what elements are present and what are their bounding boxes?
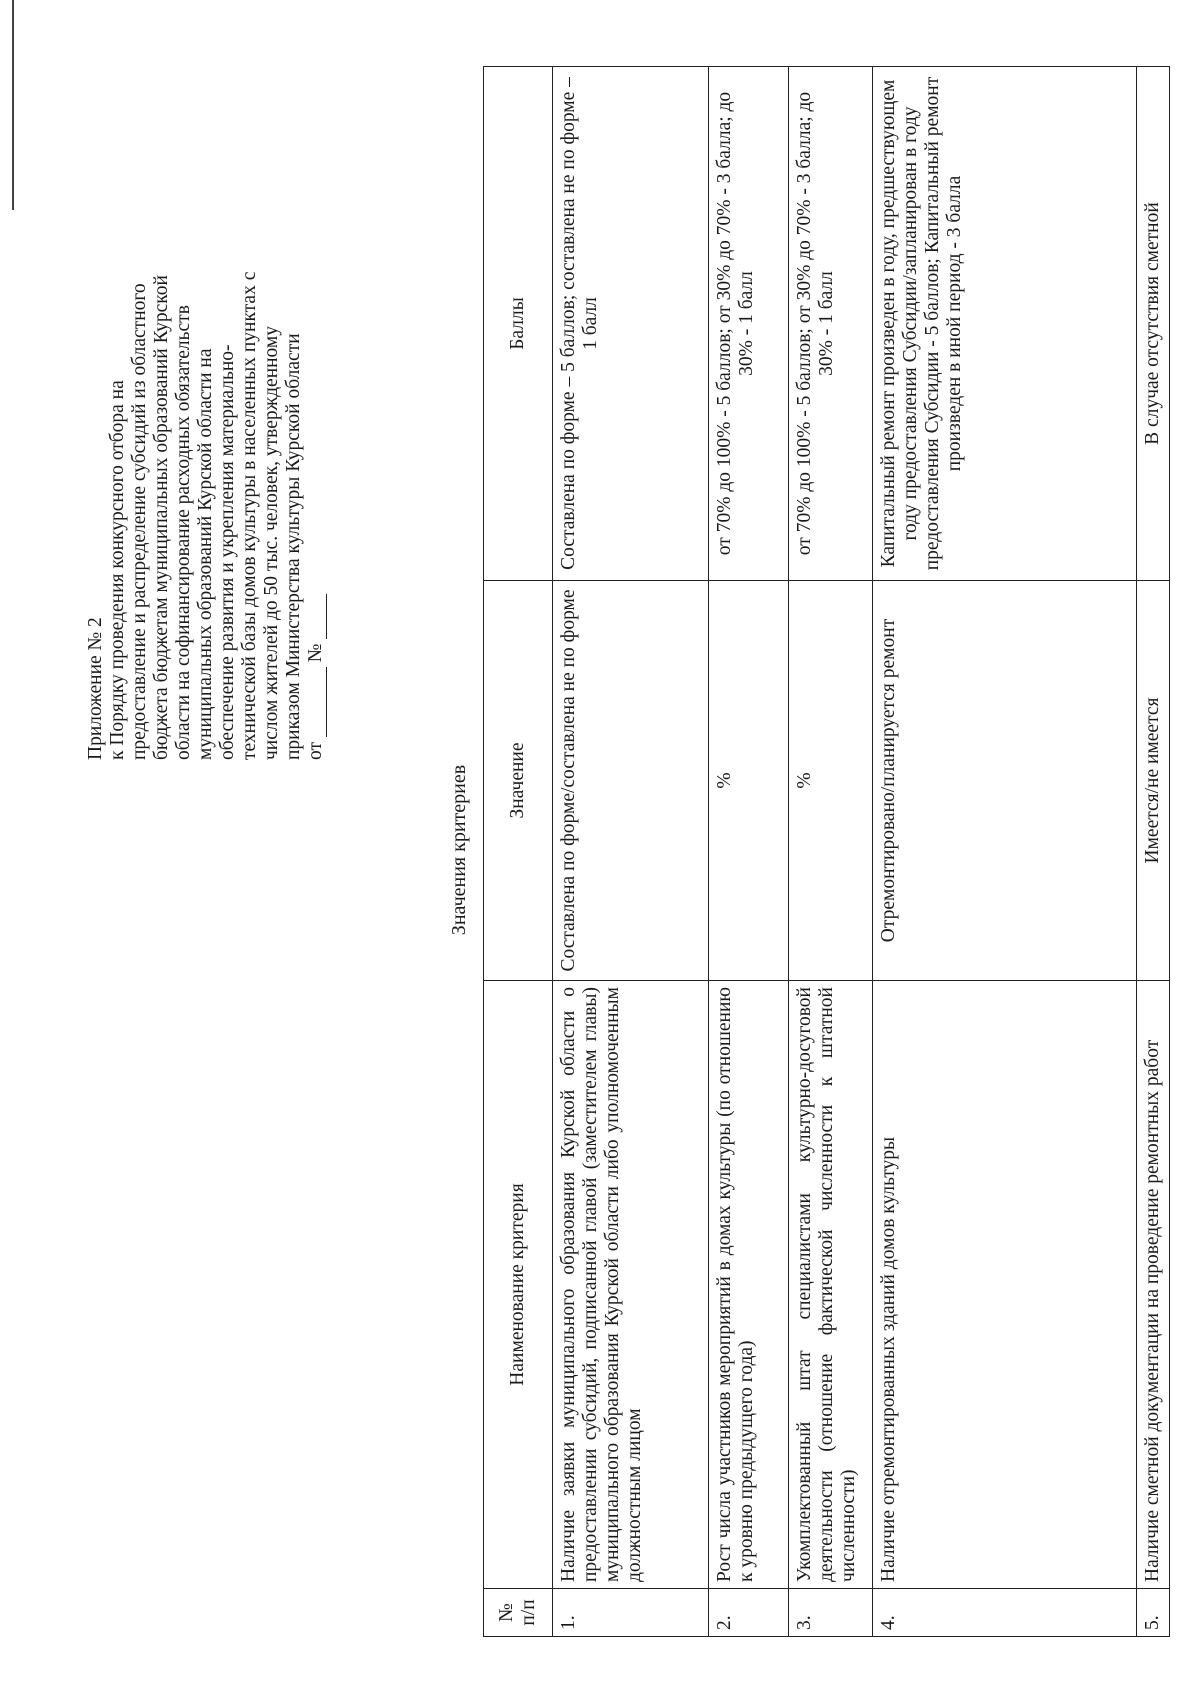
row-number: 1. xyxy=(553,1589,709,1637)
criterion-points: В случае отсутствия сметной xyxy=(1137,67,1170,581)
number-blank xyxy=(310,594,327,639)
page-title: Значения критериев xyxy=(448,764,470,936)
header-line: технической базы домов культуры в населенных пунктах с xyxy=(239,271,260,760)
margin-line xyxy=(12,0,14,210)
column-header-points: Баллы xyxy=(484,67,553,581)
row-number: 3. xyxy=(789,1589,873,1637)
criterion-value: % xyxy=(709,581,789,981)
order-date-line xyxy=(305,200,327,760)
header-line: приказом Министерства культуры Курской области xyxy=(283,333,304,760)
header-line: Приложение № 2 xyxy=(85,617,106,760)
table-row xyxy=(1137,67,1170,1637)
criterion-value: % xyxy=(789,581,873,981)
number-label: № xyxy=(305,643,326,663)
row-number: 4. xyxy=(873,1589,1137,1637)
column-header-value: Значение xyxy=(484,581,553,981)
date-blank xyxy=(310,667,327,737)
criterion-name: Наличие отремонтированных зданий домов культуры xyxy=(873,981,1137,1589)
from-label: от xyxy=(305,741,326,760)
table-row xyxy=(709,67,789,1637)
row-number: 2. xyxy=(709,1589,789,1637)
header-line: обеспечение развития и укрепления материально- xyxy=(217,344,238,760)
criterion-points: от 70% до 100% - 5 баллов; от 30% до 70% - 3 балла; до 30% - 1 балл xyxy=(709,67,789,581)
rotated-page xyxy=(30,45,1190,1655)
header-line: числом жителей до 50 тыс. человек, утвержденному xyxy=(261,325,282,760)
criterion-name: Наличие сметной документации на проведение ремонтных работ xyxy=(1137,981,1170,1589)
column-header-num: № п/п xyxy=(484,1589,553,1637)
criterion-points: от 70% до 100% - 5 баллов; от 30% до 70% - 3 балла; до 30% - 1 балл xyxy=(789,67,873,581)
criterion-name: Рост числа участников мероприятий в домах культуры (по отношению к уровню предыдущего года) xyxy=(709,981,789,1589)
criterion-name: Укомплектованный штат специалистами культурно-досуговой деятельности (отношение фактической численности к штатной численности) xyxy=(789,981,873,1589)
row-number: 5. xyxy=(1137,1589,1170,1637)
header-line: бюджета бюджетам муниципальных образований Курской xyxy=(151,275,172,760)
criteria-table xyxy=(483,66,1170,1637)
criterion-points: Составлена по форме – 5 баллов; составлена не по форме – 1 балл xyxy=(553,67,709,581)
header-line: предоставление и распределение субсидий из областного xyxy=(129,283,150,760)
table-row xyxy=(789,67,873,1637)
criterion-value: Имеется/не имеется xyxy=(1137,581,1170,981)
table-row xyxy=(553,67,709,1637)
header-line: муниципальных образований Курской области на xyxy=(195,348,216,760)
table-header-row xyxy=(484,67,553,1637)
criterion-value: Отремонтировано/планируется ремонт xyxy=(873,581,1137,981)
table-row xyxy=(873,67,1137,1637)
criterion-name: Наличие заявки муниципального образования Курской области о предоставлении субсидий, подписанной главой (заместителем главы) муниципального образования Курской области либо уполномоченным должностным лицом xyxy=(553,981,709,1589)
header-line: области на софинансирование расходных обязательств xyxy=(173,305,194,760)
header-line: к Порядку проведения конкурсного отбора на xyxy=(107,380,128,760)
criterion-points: Капитальный ремонт произведен в году, предшествующем году предоставления Субсидии/запланирован в году предоставления Субсидии - 5 баллов; Капитальный ремонт произведен в иной период - 3 балла xyxy=(873,67,1137,581)
column-header-name: Наименование критерия xyxy=(484,981,553,1589)
criterion-value: Составлена по форме/составлена не по форме xyxy=(553,581,709,981)
appendix-header xyxy=(85,200,327,760)
